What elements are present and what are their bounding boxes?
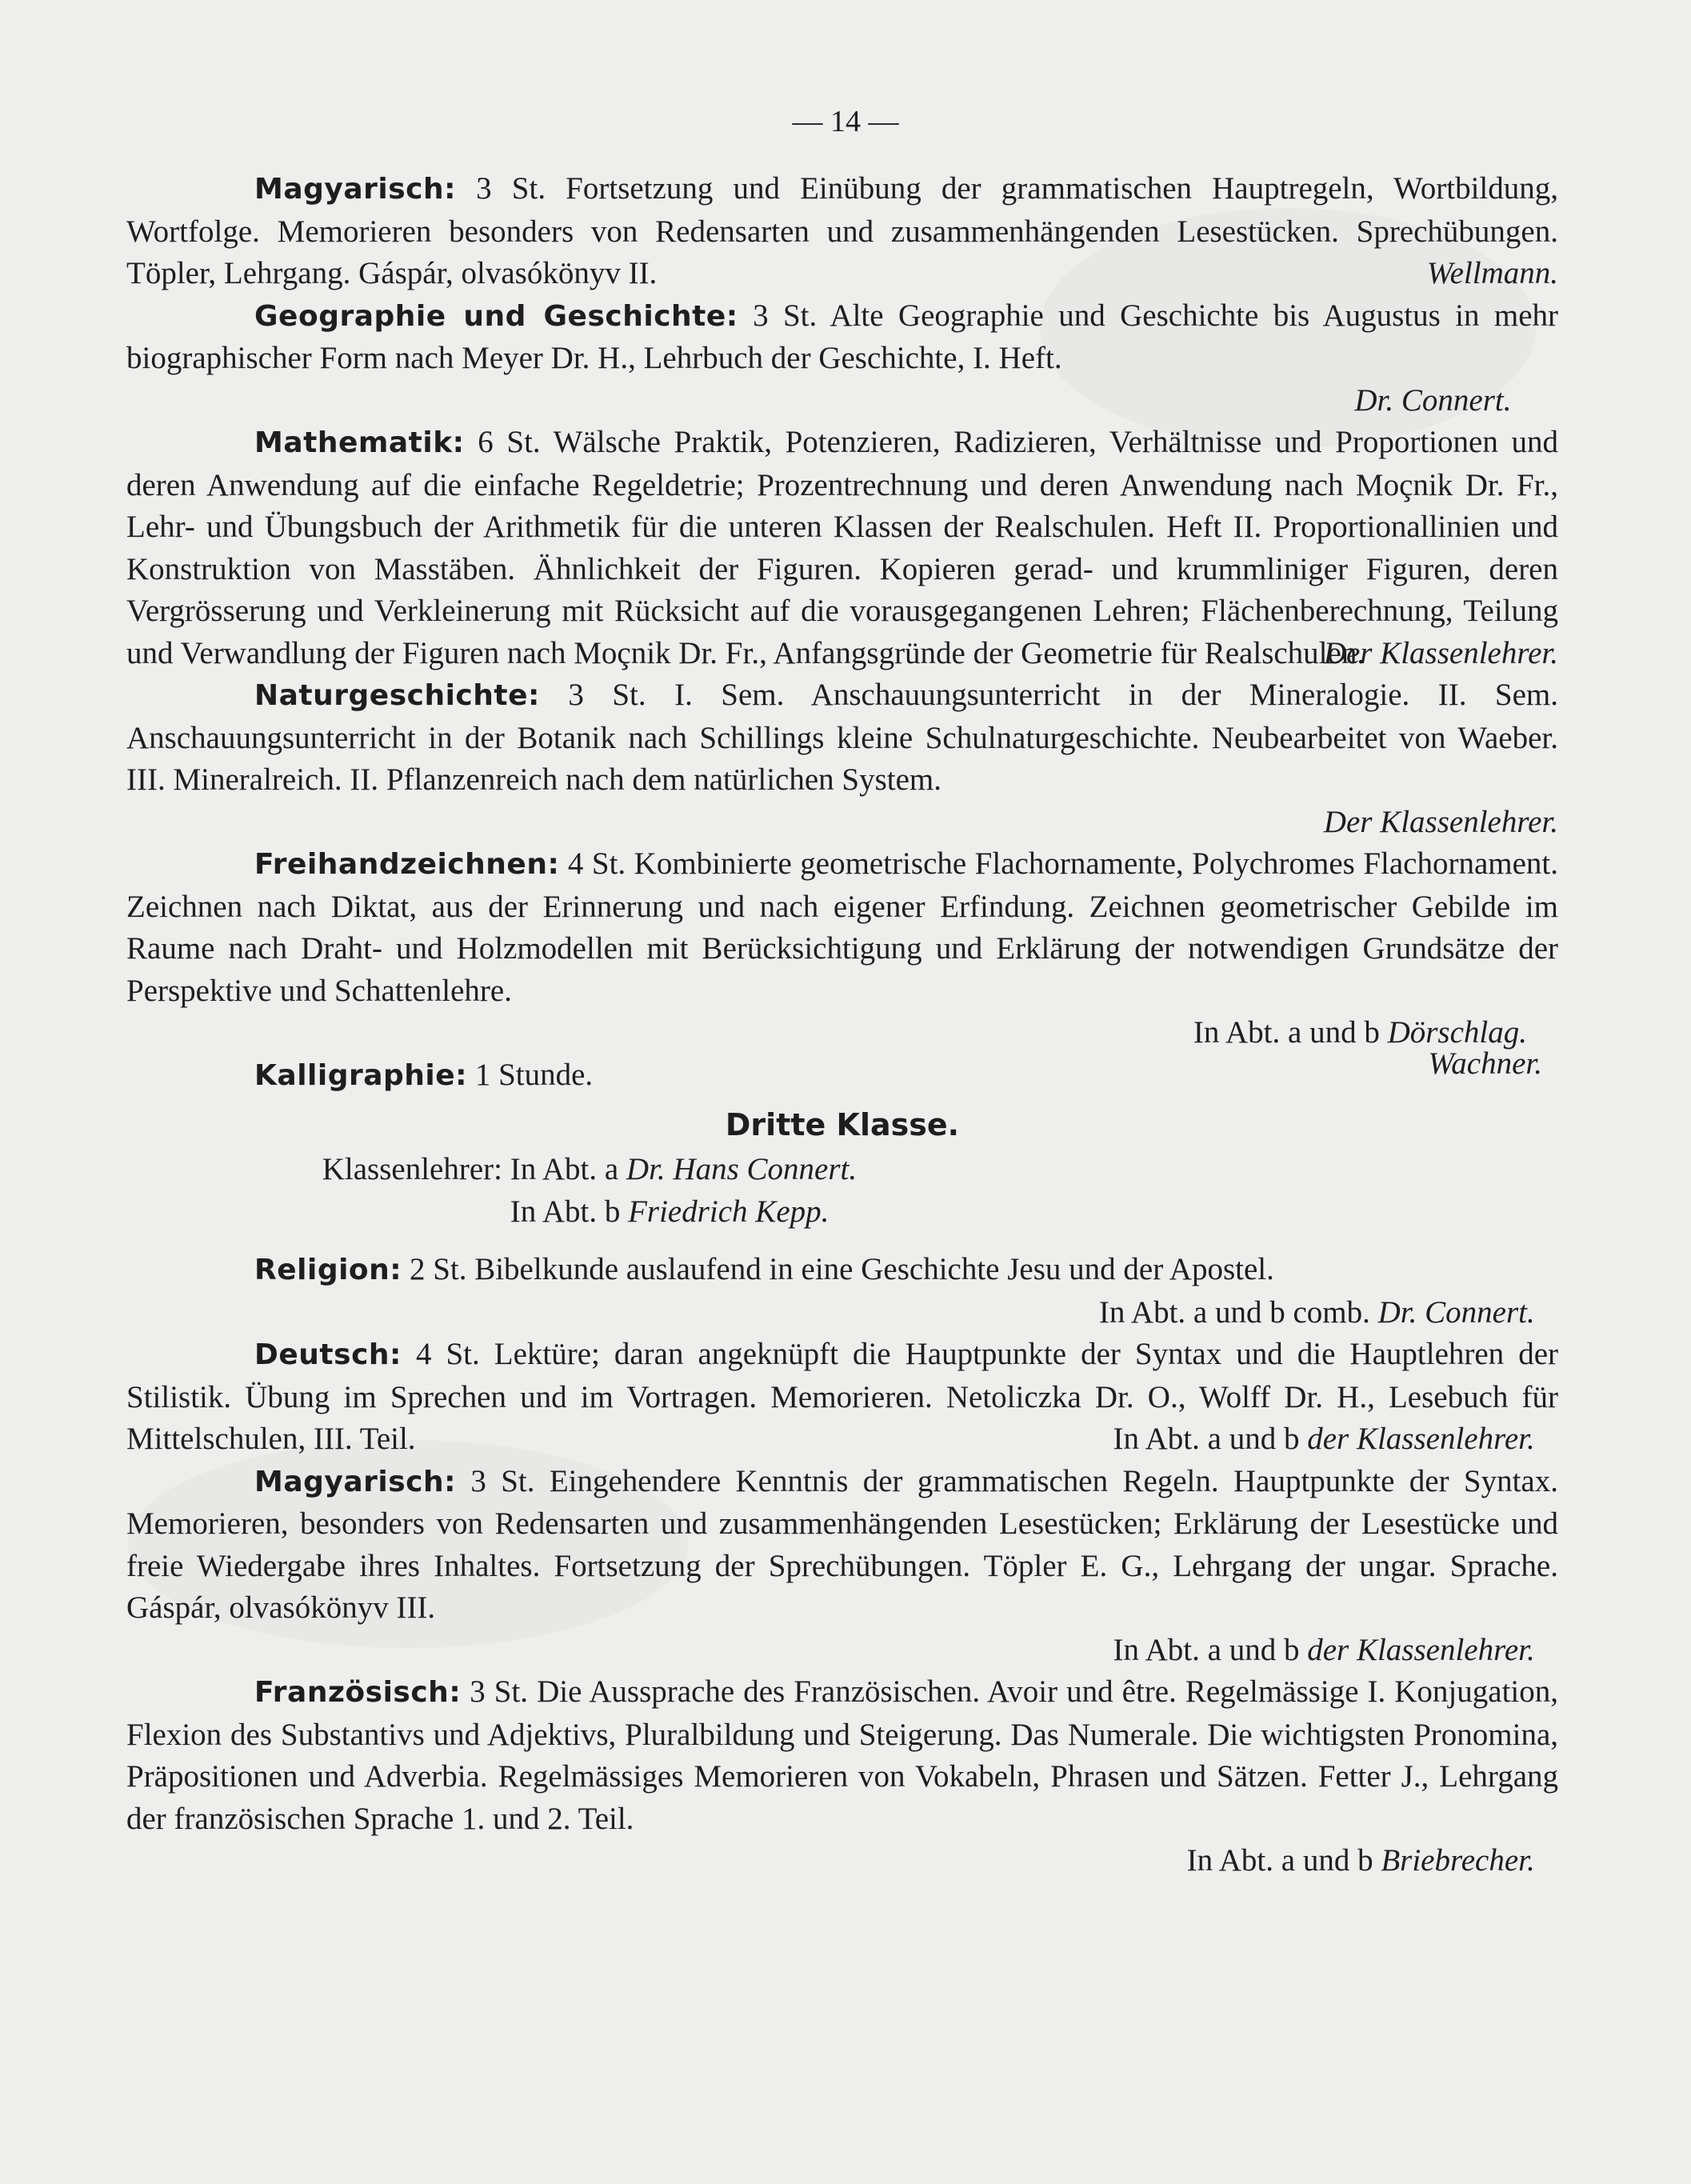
teacher-name: der Klassenlehrer. bbox=[1307, 1632, 1535, 1667]
teacher-line bbox=[126, 380, 1558, 422]
teacher-line bbox=[126, 1630, 1558, 1672]
abt-a-prefix: In Abt. a bbox=[510, 1152, 619, 1186]
subject-text: 6 St. Wälsche Praktik, Potenzieren, Radizieren, Verhältnisse und Proportionen und deren Anwendung auf die einfache Regeldetrie; Prozentrechnung und deren Anwendung nach Moçnik Dr. Fr., Lehr- und Übungsbuch der Arithmetik für die unteren Klassen der Realschulen. Heft II. Proportionallinien und Konstruktion von Masstäben. Ähnlichkeit der Figuren. Kopieren gerad- und krummliniger Figuren, deren Vergrösserung und Verkleinerung mit Rücksicht auf die vorausgegangenen Lehren; Flächenberechnung, Teilung und Verwandlung der Figuren nach Moçnik Dr. Fr., Anfangsgründe der Geometrie für Realschulen. bbox=[126, 425, 1558, 670]
teacher-name: Der Klassenlehrer. bbox=[1323, 804, 1558, 839]
abt-b-prefix: In Abt. b bbox=[510, 1194, 621, 1229]
teacher-prefix: In Abt. a und b bbox=[1113, 1422, 1300, 1456]
subject-text: 4 St. Kombinierte geometrische Flachornamente, Polychromes Flachornament. Zeichnen nach Diktat, aus der Erinnerung und nach eigener Erfindung. Zeichnen geometrischer Gebilde im Raume nach Draht- und Holzmodellen mit Berücksichtigung und Erklärung der notwendigen Grundsätze der Perspektive und Schattenlehre. bbox=[126, 846, 1558, 1008]
abt-a-name: Dr. Hans Connert. bbox=[626, 1152, 857, 1186]
page-number: — 14 — bbox=[792, 105, 899, 138]
subject-heading: Mathematik: bbox=[254, 426, 465, 459]
teacher-name: Dr. Connert. bbox=[1354, 382, 1512, 418]
subject-heading: Naturgeschichte: bbox=[254, 679, 540, 712]
subject-block bbox=[126, 1249, 1558, 1292]
teacher-name: Wellmann. bbox=[1426, 256, 1558, 290]
subject-text: 3 St. Die Aussprache des Französischen. Avoir und être. Regelmässige I. Konjugation, Flexion des Substantivs und Adjektivs, Pluralbildung und Steigerung. Das Numerale. Die wichtigsten Pronomina, Präpositionen und Adverbia. Regelmässiges Memorieren von Vokabeln, Phrasen und Sätzen. Fetter J., Lehrgang der französischen Sprache 1. und 2. Teil. bbox=[126, 1674, 1558, 1836]
subject-heading: Freihandzeichnen: bbox=[254, 848, 560, 881]
teacher-line bbox=[126, 802, 1558, 844]
teacher-name: der Klassenlehrer. bbox=[1307, 1422, 1535, 1456]
subject-block bbox=[126, 674, 1558, 802]
klassenlehrer-label: Klassenlehrer: bbox=[322, 1152, 502, 1186]
subject-heading: Kalligraphie: bbox=[254, 1058, 468, 1092]
teacher-name: Briebrecher. bbox=[1381, 1843, 1535, 1878]
teacher-name: Der Klassenlehrer. bbox=[1323, 635, 1558, 670]
abt-b-name: Friedrich Kepp. bbox=[628, 1194, 830, 1229]
teacher-name: Dörschlag. bbox=[1387, 1015, 1527, 1050]
subject-text: 3 St. Fortsetzung und Einübung der grammatischen Hauptregeln, Wortbildung, Wortfolge. Memorieren besonders von Redensarten und zusammenhängenden Lesestücken. Sprechübungen. Töpler, Lehrgang. Gáspár, olvasókönyv II. bbox=[126, 171, 1558, 290]
teacher-prefix: In Abt. a und b comb. bbox=[1098, 1294, 1370, 1330]
subject-text: 1 Stunde. bbox=[467, 1057, 594, 1092]
subject-text: 3 St. I. Sem. Anschauungsunterricht in der Mineralogie. II. Sem. Anschauungsunterricht in der Botanik nach Schillings kleine Schulnaturgeschichte. Neubearbeitet von Waeber. III. Mineralreich. II. Pflanzenreich nach dem natürlichen System. bbox=[126, 678, 1558, 797]
subject-heading: Französisch: bbox=[254, 1676, 462, 1709]
subject-block bbox=[126, 1461, 1558, 1630]
teacher-prefix: In Abt. a und b bbox=[1113, 1632, 1300, 1667]
subject-block bbox=[126, 1671, 1558, 1840]
subject-block bbox=[126, 295, 1558, 380]
subject-text: 4 St. Lektüre; daran angeknüpft die Hauptpunkte der Syntax und die Hauptlehren der Stilistik. Übung im Sprechen und im Vortragen. Memorieren. Netoliczka Dr. O., Wolff Dr. H., Lesebuch für Mittelschulen, III. Teil. bbox=[126, 1337, 1558, 1456]
subject-text: 2 St. Bibelkunde auslaufend in eine Geschichte Jesu und der Apostel. bbox=[402, 1252, 1274, 1286]
subject-heading: Religion: bbox=[254, 1254, 402, 1286]
teacher-name: Dr. Connert. bbox=[1377, 1294, 1535, 1330]
subject-heading: Magyarisch: bbox=[254, 173, 457, 206]
teacher-name: Wachner. bbox=[1428, 1046, 1542, 1081]
subject-block bbox=[126, 843, 1558, 1012]
subject-heading: Deutsch: bbox=[254, 1338, 402, 1371]
subject-heading: Geographie und Geschichte: bbox=[254, 299, 738, 333]
teacher-prefix: In Abt. a und b bbox=[1186, 1843, 1373, 1878]
text-column-upper bbox=[126, 168, 1558, 1882]
subject-heading: Magyarisch: bbox=[254, 1465, 457, 1498]
subject-text: 3 St. Eingehendere Kenntnis der grammatischen Regeln. Hauptpunkte der Syntax. Memorieren, besonders von Redensarten und zusammenhängenden Lesestücken; Erklärung der Lesestücke und freie Wiedergabe ihres Inhaltes. Fortsetzung der Sprechübungen. Töpler E. G., Lehrgang der ungar. Sprache. Gáspár, olvasókönyv III. bbox=[126, 1463, 1558, 1625]
subject-text: 3 St. Alte Geographie und Geschichte bis Augustus in mehr biographischer Form nach Meyer Dr. H., Lehrbuch der Geschichte, I. Heft. bbox=[126, 298, 1559, 375]
kalligraphie-row bbox=[126, 1043, 1558, 1092]
teacher-line bbox=[126, 1292, 1558, 1334]
section-title: Dritte Klasse. bbox=[725, 1107, 960, 1142]
teacher-prefix: In Abt. a und b bbox=[1193, 1015, 1380, 1050]
klassenlehrer-row-b bbox=[126, 1191, 1558, 1234]
teacher-line bbox=[126, 1840, 1558, 1882]
klassenlehrer-row-a bbox=[126, 1149, 1558, 1191]
